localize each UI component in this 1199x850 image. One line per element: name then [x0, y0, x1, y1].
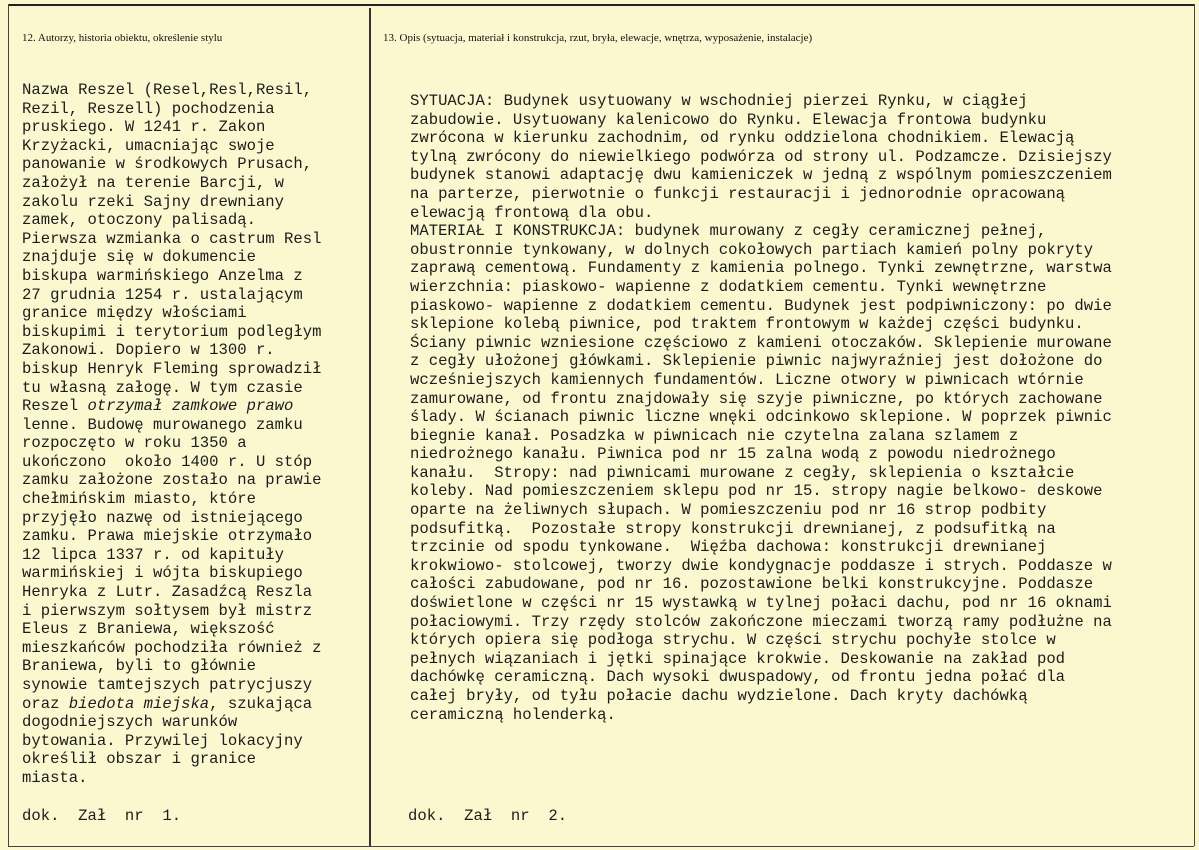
history-line [22, 750, 365, 769]
frame-right-border [1194, 4, 1195, 846]
description-line: budynek stanowi adaptację dwu kamieniczek w jedną z wspólnym pomieszczeniem [410, 166, 1112, 185]
attachment-ref-1: dok. Zał nr 1. [22, 807, 182, 825]
text-segment: tu własną załogę. W tym czasie [22, 378, 303, 397]
history-line [22, 304, 365, 323]
column-divider [369, 8, 371, 846]
text-segment: zakolu rzeki Sajny drewniany [22, 192, 285, 211]
history-line [22, 657, 365, 676]
description-line: sklepione kolebą piwnice, pod traktem frontowym w każdej części budynku. [410, 315, 1084, 334]
italic-phrase: otrzymał zamkowe prawo [87, 397, 294, 416]
description-line: całości zabudowane, pod nr 16. pozostawione belki konstrukcyjne. Poddasze [410, 575, 1094, 594]
text-segment: pruskiego. W 1241 r. Zakon [22, 118, 266, 137]
history-line [22, 471, 365, 490]
description-line: niedrożnego kanału. Piwnica pod nr 15 zalna wodą z powodu niedrożnego [410, 445, 1056, 464]
text-segment: określił obszar i granice [22, 750, 256, 769]
description-line: na parterze, pierwotnie o funkcji restauracji i jednorodnie opracowaną [410, 184, 1066, 203]
history-line [22, 564, 365, 583]
history-line [22, 546, 365, 565]
description-line: oparte na żeliwnych słupach. W pomieszczeniu pod nr 16 strop podbity [410, 501, 1047, 520]
description-line: doświetlone w części nr 15 wystawką w tylnej połaci dachu, pod nr 16 oknami [410, 594, 1112, 613]
history-line [22, 211, 365, 230]
description-line: elewacją frontową dla obu. [410, 203, 654, 222]
frame-top-border [8, 4, 1194, 6]
description-line: biegnie kanał. Posadzka w piwnicach nie czytelna zalana szlamem z [410, 426, 1019, 445]
text-segment: miasta. [22, 768, 88, 787]
history-line [22, 732, 365, 751]
text-segment: Rezil, Reszell) pochodzenia [22, 99, 275, 118]
text-segment: zamku. Prawa miejskie otrzymało [22, 527, 313, 546]
history-line [22, 527, 365, 546]
text-segment: lenne. Budowę murowanego zamku [22, 415, 303, 434]
description-line: zaprawą cementową. Fundamenty z kamienia polnego. Tynki zewnętrzne, warstwa [410, 259, 1112, 278]
frame-left-border [8, 4, 9, 846]
text-segment: Eleus z Braniewa, większość [22, 620, 275, 639]
text-segment: rozpoczęto w roku 1350 a [22, 434, 247, 453]
history-line [22, 676, 365, 695]
description-line: wcześniejszych kamiennych fundamentów. Liczne otwory w piwnicach wtórnie [410, 370, 1084, 389]
text-segment: zamku założone zostało na prawie [22, 471, 322, 490]
description-line: tylną zwrócony do niewielkiego podwórza od strony ul. Podzamcze. Dzisiejszy [410, 147, 1112, 166]
text-segment: bytowania. Przywilej lokacyjny [22, 731, 303, 750]
text-segment: granice między włościami [22, 304, 247, 323]
history-line [22, 174, 365, 193]
description-line: trzcinie od spodu tynkowane. Więźba dachowa: konstrukcji drewnianej [410, 538, 1047, 557]
description-line: krokwiowo- stolcowej, tworzy dwie kondygnacje poddasze i strych. Poddasze w [410, 556, 1112, 575]
text-segment: Reszel [22, 397, 88, 416]
text-segment: Nazwa Reszel (Resel,Resl,Resil, [22, 81, 313, 99]
section-13-heading: 13. Opis (sytuacja, materiał i konstrukcja, rzut, bryła, elewacje, wnętrza, wyposażenie, instalacje) [383, 32, 813, 44]
description-line: wierzchnia: piaskowo- wapienne z dodatkiem cementu. Tynki wewnętrzne [410, 277, 1047, 296]
history-line [22, 695, 365, 714]
history-line [22, 137, 365, 156]
section-12-heading: 12. Autorzy, historia obiektu, określenie stylu [22, 32, 223, 44]
text-segment: chełmińskim miasto, które [22, 490, 256, 509]
description-line: piaskowo- wapienne z dodatkiem cementu. Budynek jest podpiwniczony: po dwie [410, 296, 1112, 315]
text-segment: , szukająca [209, 694, 313, 713]
history-line [22, 341, 365, 360]
description-line: dachówkę ceramiczną. Dach wysoki dwuspadowy, od frontu jedna połać dla [410, 668, 1066, 687]
history-line [22, 434, 365, 453]
text-segment: warmińskiej i wójta biskupiego [22, 564, 303, 583]
text-segment: dogodniejszych warunków [22, 713, 238, 732]
description-line: z cegły ułożonej główkami. Sklepienie piwnic najwyraźniej jest dołożone do [410, 352, 1103, 371]
history-line [22, 267, 365, 286]
description-line: kanału. Stropy: nad piwnicami murowane z cegły, sklepienia o kształcie [410, 463, 1075, 482]
text-segment: Krzyżacki, umacniając swoje [22, 136, 275, 155]
text-segment: Braniewa, byli to głównie [22, 657, 256, 676]
text-segment: panowanie w środkowych Prusach, [22, 155, 313, 174]
description-line: zabudowie. Usytuowany kalenicowo do Rynku. Elewacja frontowa budynku [410, 110, 1047, 129]
history-line [22, 81, 365, 100]
history-line [22, 193, 365, 212]
text-segment: założył na terenie Barcji, w [22, 173, 285, 192]
description-line: których opiera się podłoga strychu. W części strychu pochyłe stolce w [410, 631, 1056, 650]
history-line [22, 155, 365, 174]
history-line [22, 416, 365, 435]
description-text [410, 92, 1160, 724]
text-segment: znajduje się w dokumencie [22, 248, 256, 267]
history-line [22, 620, 365, 639]
history-line [22, 118, 365, 137]
description-line: połaciowymi. Trzy rzędy stolców zakończone mieczami tworzą ramy podłużne na [410, 612, 1112, 631]
history-line [22, 602, 365, 621]
text-segment: biskup Henryk Fleming sprowadził [22, 359, 322, 378]
history-line [22, 323, 365, 342]
text-segment: mieszkańców pochodziła również z [22, 638, 322, 657]
text-segment: Henryka z Lutr. Zasadźcą Reszla [22, 583, 313, 602]
history-line [22, 583, 365, 602]
text-segment: Pierwsza wzmianka o castrum Resl [22, 229, 322, 248]
description-line: obustronnie tynkowany, w dolnych cokołowych partiach kamień polny pokryty [410, 240, 1094, 259]
history-line [22, 230, 365, 249]
history-line [22, 453, 365, 472]
description-line: zwrócona w kierunku zachodnim, od rynku oddzielona chodnikiem. Elewacją [410, 129, 1075, 148]
italic-phrase: biedota miejska [68, 694, 210, 713]
history-line [22, 286, 365, 305]
text-segment: 27 grudnia 1254 r. ustalającym [22, 285, 303, 304]
description-line: koleby. Nad pomieszczeniem sklepu pod nr 15. stropy nagie belkowo- deskowe [410, 482, 1103, 501]
text-segment: ukończono około 1400 r. U stóp [22, 452, 313, 471]
attachment-ref-2: dok. Zał nr 2. [408, 807, 568, 825]
text-segment: i pierwszym sołtysem był mistrz [22, 601, 313, 620]
description-line: zamurowane, od frontu znajdowały się szyje piwniczne, po których zachowane [410, 389, 1103, 408]
text-segment: biskupa warmińskiego Anzelma z [22, 266, 303, 285]
history-line [22, 360, 365, 379]
history-text [22, 81, 365, 788]
history-line [22, 639, 365, 658]
description-line: Ściany piwnic wzniesione częściowo z kamieni otoczaków. Sklepienie murowane [410, 333, 1112, 352]
text-segment: 12 lipca 1337 r. od kapituły [22, 545, 285, 564]
text-segment: biskupimi i terytorium podległym [22, 322, 322, 341]
text-segment: synowie tamtejszych patrycjuszy [22, 676, 313, 694]
text-segment: przyjęło nazwę od istniejącego [22, 508, 303, 527]
history-line [22, 100, 365, 119]
history-line [22, 248, 365, 267]
text-segment: Zakonowi. Dopiero w 1300 r. [22, 341, 275, 360]
history-line [22, 379, 365, 398]
description-line: podsufitką. Pozostałe stropy konstrukcji drewnianej, z podsufitką na [410, 519, 1056, 538]
description-line: ślady. W ścianach piwnic liczne wnęki odcinkowo sklepione. W poprzek piwnic [410, 408, 1112, 427]
history-line [22, 509, 365, 528]
history-line [22, 490, 365, 509]
history-line [22, 397, 365, 416]
description-line: ceramiczną holenderką. [410, 705, 616, 724]
text-segment: oraz [22, 694, 69, 713]
description-line: MATERIAŁ I KONSTRUKCJA: budynek murowany z cegły ceramicznej pełnej, [410, 222, 1047, 241]
description-line: całej bryły, od tyłu połacie dachu wydzielone. Dach kryty dachówką [410, 687, 1028, 705]
history-line [22, 713, 365, 732]
description-line: SYTUACJA: Budynek usytuowany w wschodniej pierzei Rynku, w ciągłej [410, 92, 1028, 110]
text-segment: zamek, otoczony palisadą. [22, 211, 256, 230]
description-line: pełnych wiązaniach i jętki spinające krokwie. Deskowanie na zakład pod [410, 649, 1066, 668]
history-line [22, 769, 365, 788]
frame-bottom-border [8, 846, 1194, 847]
